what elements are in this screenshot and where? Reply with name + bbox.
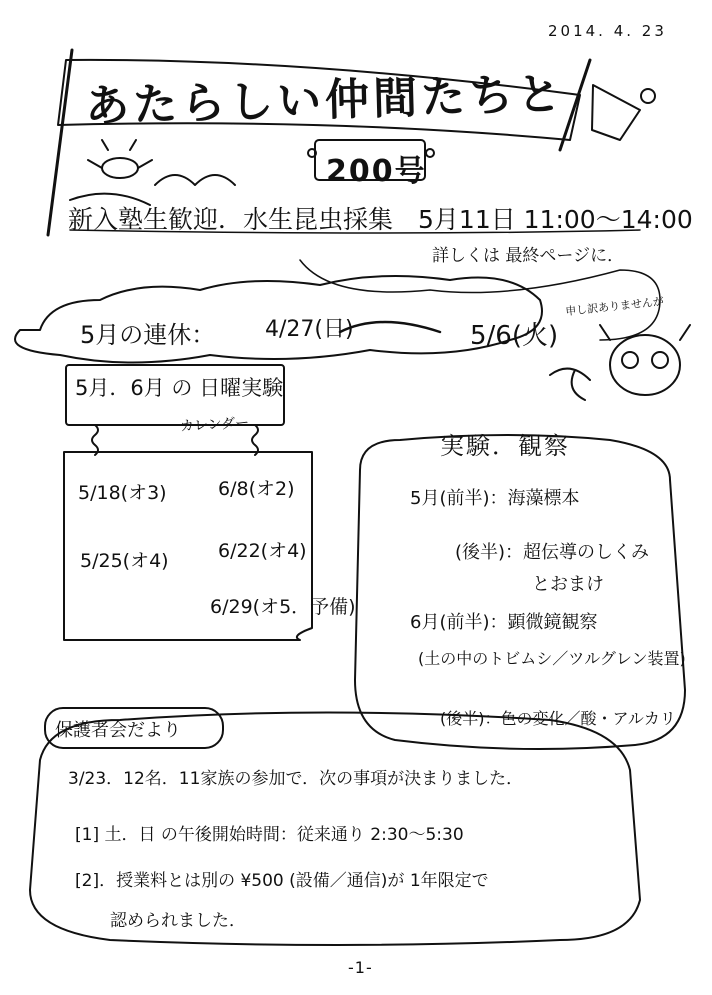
calendar-entry: 5/25(オ4): [80, 550, 169, 572]
pta-item-2: [2]．授業料とは別の ¥500 (設備／通信)が 1年限定で: [75, 871, 489, 891]
experiment-may-second: (後半)：超伝導のしくみ: [455, 542, 650, 563]
calendar-entry: 6/22(オ4): [218, 540, 307, 562]
experiment-may-first: 5月(前半)：海藻標本: [410, 488, 580, 509]
experiments-title: 実験．観察: [440, 432, 570, 460]
holiday-start-date: 4/27(日): [265, 317, 354, 342]
experiment-june-second: (後半)：色の変化／酸・アルカリ: [440, 709, 676, 728]
calendar-entry: 5/18(オ3): [78, 482, 167, 504]
issue-date: 2014. 4. 23: [548, 22, 667, 40]
calendar-subtitle: カレンダー: [179, 415, 250, 435]
crab-doodle: [102, 158, 138, 178]
experiment-june-first-cont: (土の中のトビムシ／ツルグレン装置): [418, 649, 686, 668]
experiments-cloud: [355, 435, 685, 749]
calendar-entry: 6/8(オ2): [218, 478, 295, 500]
apology-note: 申し訳ありませんが: [564, 294, 665, 319]
holiday-end-date: 5/6(火): [470, 321, 559, 351]
pta-intro: 3/23．12名．11家族の参加で．次の事項が決まりました．: [68, 769, 524, 789]
newsletter-title: あたらしい仲間たちと: [84, 68, 566, 133]
holiday-label: 5月の連休：: [80, 321, 216, 349]
experiment-june-first: 6月(前半)：顕微鏡観察: [410, 612, 598, 633]
experiment-may-second-cont: とおまけ: [532, 574, 604, 595]
pta-item-2-cont: 認められました．: [110, 911, 246, 931]
pta-title: 保護者会だより: [55, 720, 181, 741]
pta-item-1: [1] 土．日 の午後開始時間：従来通り 2:30〜5:30: [75, 825, 464, 845]
calendar-entry: 6/29(オ5．予備): [210, 596, 356, 618]
issue-number: 200号: [326, 154, 427, 189]
owl-doodle: [610, 335, 680, 395]
page-number: -1-: [348, 958, 373, 977]
event-detail-note: 詳しくは 最終ページに．: [432, 246, 625, 266]
event-announcement: 新入塾生歓迎．水生昆虫採集 5月11日 11:00〜14:00: [68, 205, 693, 234]
calendar-title: 5月．6月 の 日曜実験: [75, 376, 284, 400]
